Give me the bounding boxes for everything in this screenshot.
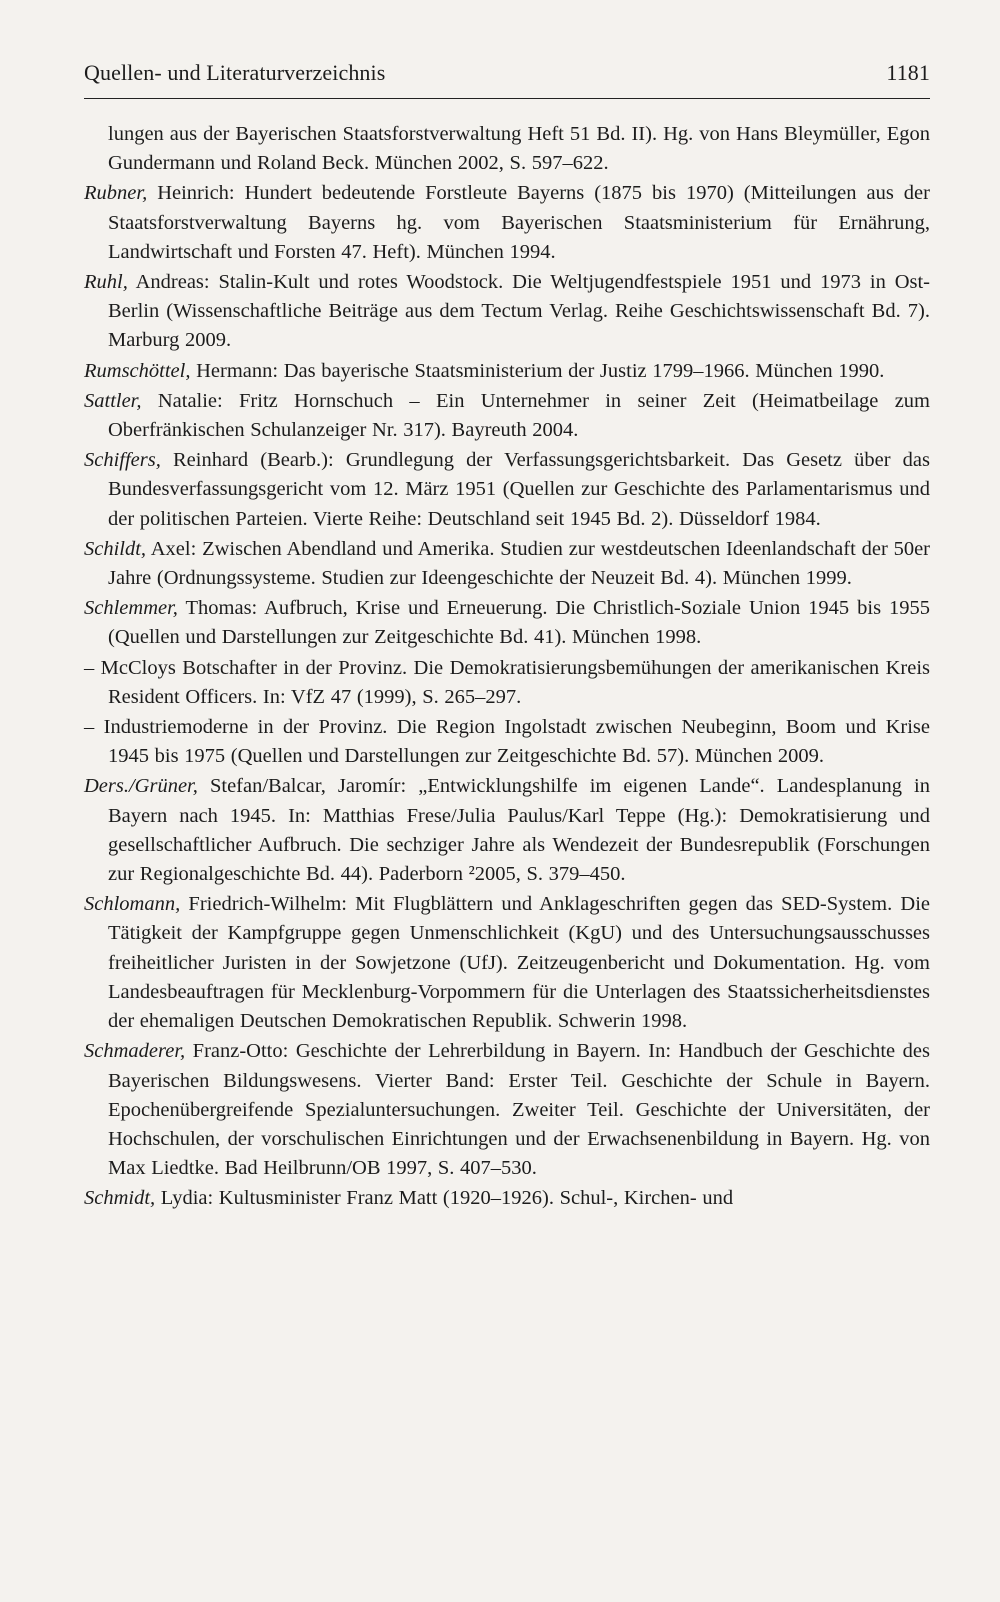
entry-text: – Industriemoderne in der Provinz. Die Region Ingolstadt zwischen Neubeginn, Boom und Krise 1945 bis 1975 (Quellen und Darstellungen zur Zeitgeschichte Bd. 57). München 2009. [84, 716, 930, 768]
bibliography-entry [84, 713, 930, 771]
entry-text: Stefan/Balcar, Jaromír: „Entwicklungshilfe im eigenen Lande“. Landesplanung in Bayern nach 1945. In: Matthias Frese/Julia Paulus/Karl Teppe (Hg.): Demokratisierung und gesellschaftlicher Aufbruch. Die sechziger Jahre als Wendezeit der Bundesrepublik (Forschungen zur Regionalgeschichte Bd. 44). Paderborn ²2005, S. 379–450. [108, 775, 930, 886]
bibliography-entry [84, 357, 930, 386]
bibliography-entry [84, 179, 930, 267]
page-number: 1181 [886, 60, 930, 85]
entry-text: lungen aus der Bayerischen Staatsforstverwaltung Heft 51 Bd. II). Hg. von Hans Bleymüller, Egon Gundermann und Roland Beck. München 2002, S. 597–622. [108, 123, 930, 175]
entry-text: Franz-Otto: Geschichte der Lehrerbildung in Bayern. In: Handbuch der Geschichte des Bayerischen Bildungswesens. Vierter Band: Erster Teil. Geschichte der Schule in Bayern. Epochenübergreifende Spezialuntersuchungen. Zweiter Teil. Geschichte der Universitäten, der Hochschulen, der vorschulischen Einrichtungen und der Erwachsenenbildung in Bayern. Hg. von Max Liedtke. Bad Heilbrunn/OB 1997, S. 407–530. [108, 1040, 930, 1180]
running-header [84, 60, 930, 86]
entry-text: – McCloys Botschafter in der Provinz. Die Demokratisierungsbemühungen der amerikanischen Kreis Resident Officers. In: VfZ 47 (1999), S. 265–297. [84, 656, 930, 708]
entry-text: Natalie: Fritz Hornschuch – Ein Unternehmer in seiner Zeit (Heimatbeilage zum Oberfränkischen Schulanzeiger Nr. 317). Bayreuth 2004. [108, 389, 930, 442]
entry-author: Ders./Grüner, [84, 775, 198, 798]
bibliography-entry [84, 1037, 930, 1183]
entry-text: Hermann: Das bayerische Staatsministerium der Justiz 1799–1966. München 1990. [190, 359, 885, 382]
bibliography-entry [84, 268, 930, 356]
entry-author: Schildt, [84, 537, 147, 560]
bibliography-entry [84, 535, 930, 593]
entry-author: Schlemmer, [84, 597, 178, 620]
bibliography-entry [84, 1184, 930, 1213]
header-rule [84, 98, 930, 99]
bibliography-entry [84, 654, 930, 712]
bibliography-entry [84, 772, 930, 889]
entry-author: Schmidt, [84, 1187, 156, 1210]
entry-author: Sattler, [84, 389, 142, 412]
entry-author: Rumschöttel, [84, 359, 191, 382]
entry-author: Schmaderer, [84, 1040, 186, 1063]
bibliography-list [84, 120, 930, 1215]
entry-text: Heinrich: Hundert bedeutende Forstleute Bayerns (1875 bis 1970) (Mitteilungen aus der Staatsforstverwaltung Bayerns hg. vom Bayerischen Staatsministerium für Ernährung, Landwirtschaft und Forsten 47. Heft). München 1994. [108, 182, 930, 263]
bibliography-entry [84, 890, 930, 1036]
entry-text: Axel: Zwischen Abendland und Amerika. Studien zur westdeutschen Ideenlandschaft der 50er Jahre (Ordnungssysteme. Studien zur Ideengeschichte der Neuzeit Bd. 4). München 1999. [108, 537, 930, 590]
entry-text: Lydia: Kultusminister Franz Matt (1920–1926). Schul-, Kirchen- und [155, 1187, 734, 1210]
bibliography-entry [84, 120, 930, 178]
bibliography-entry [84, 446, 930, 534]
entry-text: Thomas: Aufbruch, Krise und Erneuerung. Die Christlich-Soziale Union 1945 bis 1955 (Quellen und Darstellungen zur Zeitgeschichte Bd. 41). München 1998. [108, 597, 930, 649]
bibliography-entry [84, 594, 930, 652]
section-title: Quellen- und Literaturverzeichnis [84, 60, 386, 85]
entry-author: Ruhl, [84, 271, 128, 294]
entry-text: Reinhard (Bearb.): Grundlegung der Verfassungsgerichtsbarkeit. Das Gesetz über das Bundesverfassungsgericht vom 12. März 1951 (Quellen zur Geschichte des Parlamentarismus und der politischen Parteien. Vierte Reihe: Deutschland seit 1945 Bd. 2). Düsseldorf 1984. [108, 449, 930, 530]
entry-author: Rubner, [84, 182, 148, 205]
entry-text: Friedrich-Wilhelm: Mit Flugblättern und Anklageschriften gegen das SED-System. Die Tätigkeit der Kampfgruppe gegen Unmenschlichkeit (KgU) und des Untersuchungsausschusses freiheitlicher Juristen in der Sowjetzone (UfJ). Zeitzeugenbericht und Dokumentation. Hg. vom Landesbeauftragen für Mecklenburg-Vorpommern für die Unterlagen des Staatssicherheitsdienstes der ehemaligen Deutschen Demokratischen Republik. Schwerin 1998. [108, 893, 930, 1033]
entry-author: Schlomann, [84, 893, 181, 916]
entry-text: Andreas: Stalin-Kult und rotes Woodstock. Die Weltjugendfestspiele 1951 und 1973 in Ost-Berlin (Wissenschaftliche Beiträge aus dem Tectum Verlag. Reihe Geschichtswissenschaft Bd. 7). Marburg 2009. [108, 271, 930, 352]
entry-author: Schiffers, [84, 449, 161, 472]
bibliography-entry [84, 387, 930, 445]
